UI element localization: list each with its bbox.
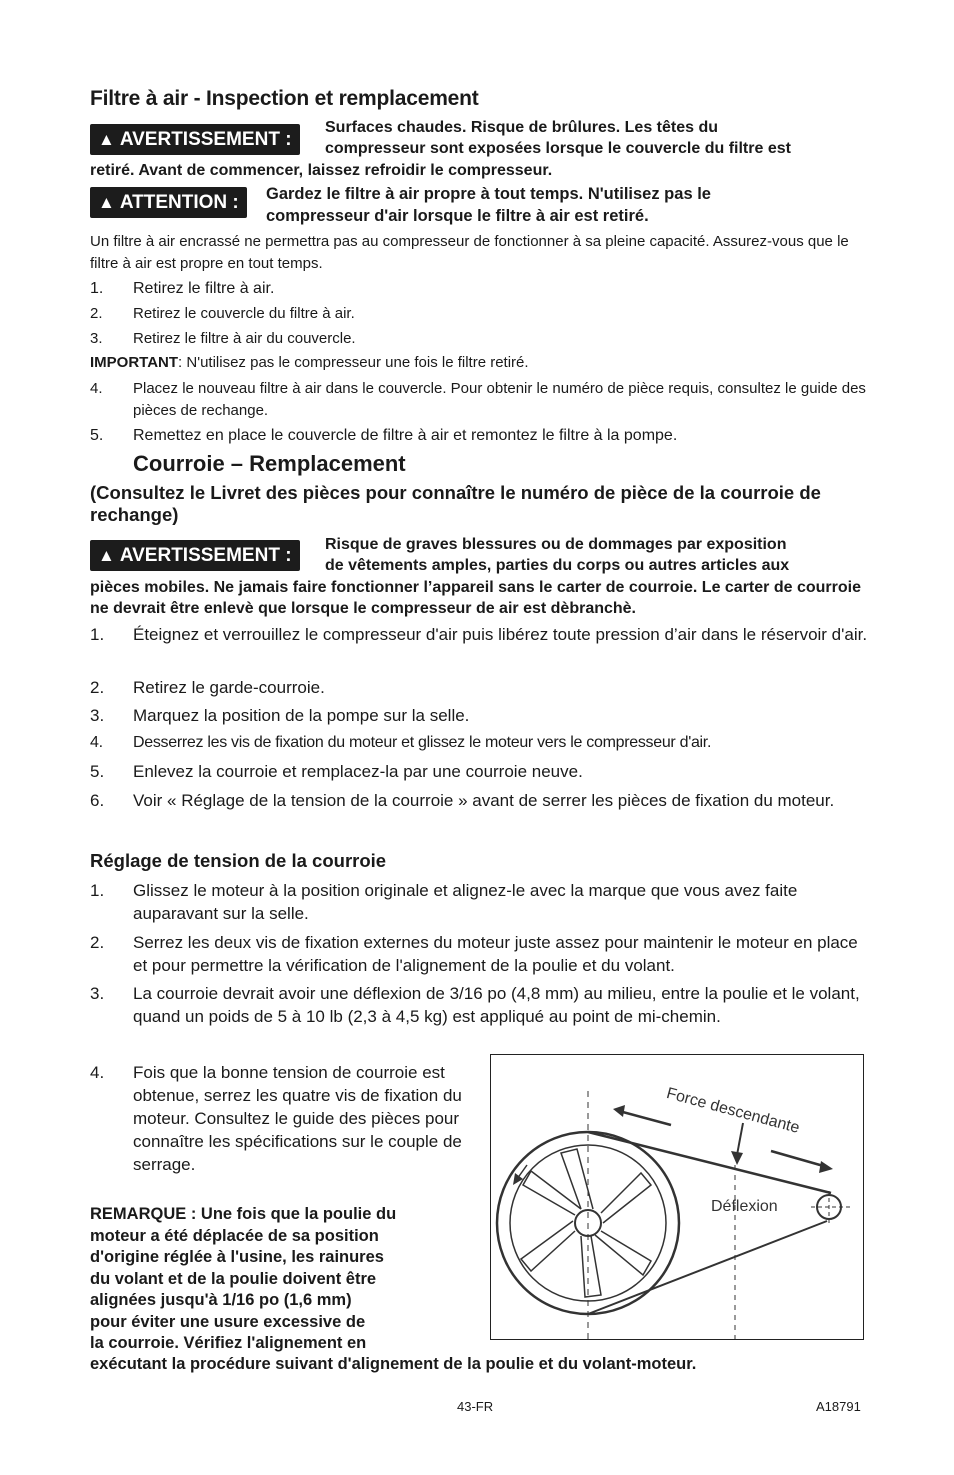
document-code: A18791 [816, 1399, 861, 1414]
warning-text-line1: Surfaces chaudes. Risque de brûlures. Les têtes du [325, 119, 719, 136]
warning-triangle-icon: ▲ [98, 545, 115, 565]
important-note [90, 352, 529, 374]
remark-last-line: exécutant la procédure suivant d'alignement de la poulie et du volant-moteur. [90, 1355, 697, 1373]
warning-text-line1: Risque de graves blessures ou de dommages par exposition [325, 536, 787, 553]
warning-badge-label: AVERTISSEMENT : [119, 128, 292, 150]
warning-triangle-icon: ▲ [98, 192, 115, 212]
caution-text-line2: compresseur d'air lorsque le filtre à air est retiré. [266, 207, 649, 225]
belt-bottom [588, 1221, 827, 1314]
section-title-belt: Courroie – Remplacement [133, 451, 406, 476]
force-label: Force descendante [664, 1085, 802, 1137]
warning-badge-label: AVERTISSEMENT : [119, 544, 292, 566]
flywheel-spokes [521, 1149, 651, 1297]
remark-block: REMARQUE : Une fois que la poulie du moteur a été déplacée de sa position d'origine réglée à l'usine, les rainures du volant et de la poulie doivent être alignées jusqu'à 1/16 po (1,6 mm) pour éviter une usure excessive de la courroie. Vérifiez l'alignement en [90, 1205, 397, 1352]
caution-badge [90, 187, 247, 218]
section-title-tension: Réglage de tension de la courroie [90, 850, 387, 871]
belt-top [588, 1132, 831, 1193]
page-number: 43-FR [457, 1399, 494, 1414]
important-label: IMPORTANT [90, 354, 179, 371]
warning-badge [90, 124, 300, 155]
important-text: : N'utilisez pas le compresseur une fois le filtre retiré. [178, 354, 529, 371]
caution-text-line1: Gardez le filtre à air propre à tout temps. N'utilisez pas le [266, 185, 711, 203]
warning-text-line3: retiré. Avant de commencer, laissez refroidir le compresseur. [90, 162, 553, 179]
warning-text-line2: compresseur sont exposées lorsque le couvercle du filtre est [325, 140, 791, 157]
belt-tension-diagram [490, 1054, 864, 1340]
warning-text-line3: pièces mobiles. Ne jamais faire fonctionner l’appareil sans le carter de courroie. Le carter de courroie ne devrait être enlevè que lorsque le compresseur de air est dèbranchè. [90, 579, 861, 617]
section-subtitle-belt: (Consultez le Livret des pièces pour connaître le numéro de pièce de la courroie de rechange) [90, 482, 821, 525]
warning-text-line2: de vêtements amples, parties du corps ou autres articles aux [325, 557, 790, 574]
warning-badge [90, 540, 300, 571]
deflection-label: Déflexion [711, 1198, 778, 1215]
intro-paragraph: Un filtre à air encrassé ne permettra pas au compresseur de fonctionner à sa pleine capacité. Assurez-vous que le filtre à air est propre en tout temps. [90, 233, 849, 272]
warning-triangle-icon: ▲ [98, 129, 115, 149]
caution-badge-label: ATTENTION : [119, 191, 239, 213]
section-title-air-filter: Filtre à air - Inspection et remplacement [90, 87, 479, 110]
